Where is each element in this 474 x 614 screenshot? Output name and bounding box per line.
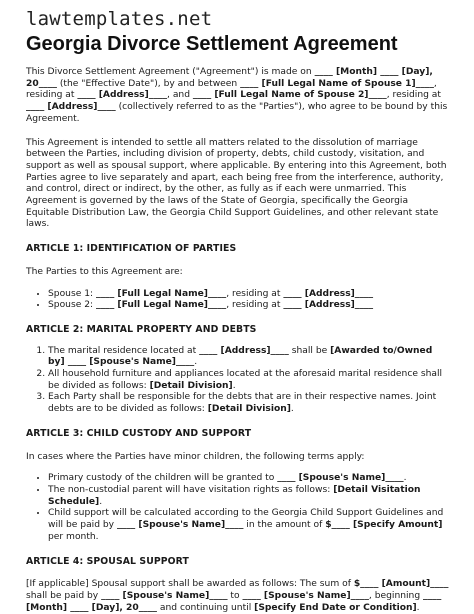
list-item: • Spouse 1: ____ [Full Legal Name]____, residing at ____ [Address]____ <box>48 289 451 301</box>
list-item: • The non-custodial parent will have visitation rights as follows: [Detail Visitation Schedule]. <box>48 485 451 508</box>
spouse1-name-placeholder: ____ [Full Legal Name of Spouse 1]____ <box>240 78 434 89</box>
document-body <box>26 67 451 614</box>
article-2-heading: ARTICLE 2: MARITAL PROPERTY AND DEBTS <box>26 323 257 335</box>
article-4-heading: ARTICLE 4: SPOUSAL SUPPORT <box>26 555 189 567</box>
article-1-heading: ARTICLE 1: IDENTIFICATION OF PARTIES <box>26 243 237 255</box>
property-list <box>26 346 451 416</box>
article-3-heading: ARTICLE 3: CHILD CUSTODY AND SUPPORT <box>26 427 252 439</box>
intro-paragraph: This Divorce Settlement Agreement ("Agreement") is made on ____ [Month] ____ [Day], 20____ (the "Effective Date"), by and between ____ [Full Legal Name of Spouse 1]____, residing at ____ [Address]____, and ____ [Full Legal Name of Spouse 2]____, residing at ____ [Address]____ (collectively referred to as the "Parties"), who agree to be bound by this Agreement. <box>26 67 448 124</box>
list-item: • Child support will be calculated according to the Georgia Child Support Guidelines and will be paid by ____ [Spouse's Name]____ in the amount of $____ [Specify Amount] per month. <box>48 508 451 543</box>
list-item: 3. Each Party shall be responsible for the debts that are in their respective names. Joint debts are to be divided as follows: [Detail Division]. <box>48 392 451 415</box>
custody-list <box>26 473 451 543</box>
parties-list <box>26 289 451 312</box>
purpose-paragraph: This Agreement is intended to settle all matters related to the dissolution of marriage between the Parties, including division of property, debts, child custody, visitation, and support as well as spousal support, where applicable. By entering into this Agreement, both Parties agree to live separately and apart, each being free from the interference, authority, and control, direct or indirect, by the other, as fully as if each were unmarried. This Agreement is governed by the laws of the State of Georgia, specifically the Georgia Equitable Distribution Law, the Georgia Child Support Guidelines, and other relevant state laws. <box>26 137 447 230</box>
list-item: • Spouse 2: ____ [Full Legal Name]____, residing at ____ [Address]____ <box>48 300 451 312</box>
spouse2-address-placeholder: ____ [Address]____ <box>26 102 116 113</box>
spouse1-address-placeholder: ____ [Address]____ <box>77 90 168 101</box>
spousal-support-paragraph: [If applicable] Spousal support shall be awarded as follows: The sum of $____ [Amount]____ shall be paid by ____ [Spouse's Name]____ to ____ [Spouse's Name]____, beginning ____ [Month] ____ [Day], 20____ and continuing until [Specify End Date or Condition]. <box>26 579 449 613</box>
spouse2-name-placeholder: ____ [Full Legal Name of Spouse 2]____ <box>192 90 387 101</box>
article-3-lead: In cases where the Parties have minor children, the following terms apply: <box>26 451 365 462</box>
date-placeholder: ____ [Month] ____ [Day], 20____ <box>26 67 433 89</box>
document-title: Georgia Divorce Settlement Agreement <box>26 33 398 55</box>
list-item: 1. The marital residence located at ____ [Address]____ shall be [Awarded to/Owned by] ____ [Spouse's Name]____. <box>48 346 451 369</box>
list-item: 2. All household furniture and appliances located at the aforesaid marital residence shall be divided as follows: [Detail Division]. <box>48 369 451 392</box>
site-watermark: lawtemplates.net <box>26 8 213 30</box>
list-item: • Primary custody of the children will be granted to ____ [Spouse's Name]____. <box>48 473 451 485</box>
article-1-lead: The Parties to this Agreement are: <box>26 266 183 277</box>
